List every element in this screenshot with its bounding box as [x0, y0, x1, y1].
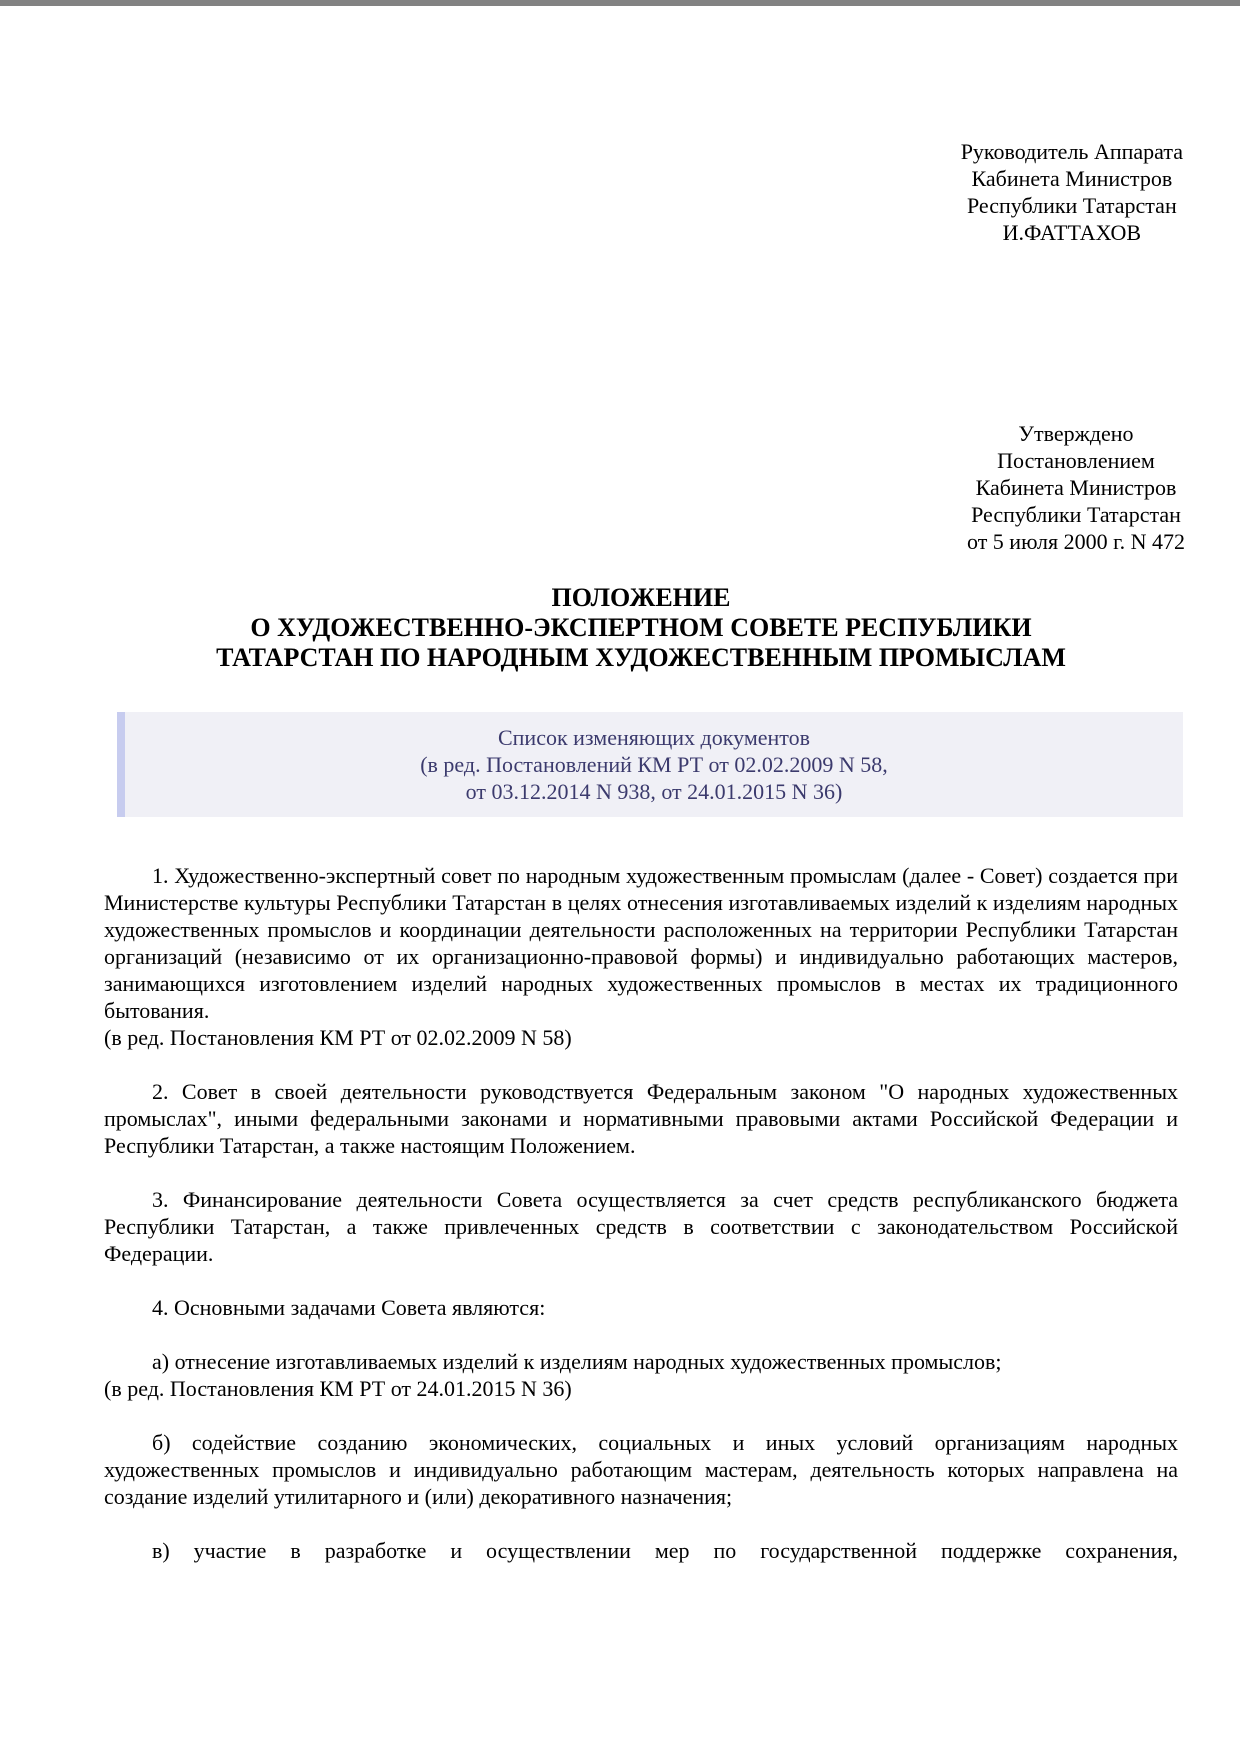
paragraph-2: 2. Совет в своей деятельности руководствуется Федеральным законом "О народных художественных промыслах", иными федеральными законами и нормативными правовыми актами Российской Федерации и Республики Татарстан, а также настоящим Положением. [104, 1079, 1178, 1158]
approval-line-1: Утверждено [1018, 421, 1134, 446]
approval-block [967, 420, 1185, 555]
paragraph-4: 4. Основными задачами Совета являются: [152, 1295, 546, 1320]
page-top-border [0, 0, 1240, 6]
approval-line-4: Республики Татарстан [971, 502, 1181, 527]
paragraph-4b: б) содействие созданию экономических, социальных и иных условий организациям народных художественных промыслов и индивидуально работающим мастерам, деятельность которых направлена на создание изделий утилитарного и (или) декоративного назначения; [104, 1430, 1178, 1509]
edit-note-1: (в ред. Постановления КМ РТ от 02.02.2009 N 58) [104, 1025, 572, 1050]
signature-block [961, 138, 1183, 246]
amendments-box-line-2: (в ред. Постановлений КМ РТ от 02.02.2009 N 58, [420, 752, 888, 777]
title-line-2: О ХУДОЖЕСТВЕННО-ЭКСПЕРТНОМ СОВЕТЕ РЕСПУБЛИКИ [250, 613, 1032, 642]
paragraph-3: 3. Финансирование деятельности Совета осуществляется за счет средств республиканского бюджета Республики Татарстан, а также привлеченных средств в соответствии с законодательством Российской Федерации. [104, 1187, 1178, 1266]
document-title [104, 583, 1178, 673]
document-body [104, 835, 1178, 1564]
amendments-box [117, 712, 1183, 817]
signature-line-1: Руководитель Аппарата [960, 139, 1183, 164]
paragraph-4c: в) участие в разработке и осуществлении мер по государственной поддержке сохранения, [152, 1538, 1178, 1563]
edit-note-2: (в ред. Постановления КМ РТ от 24.01.2015 N 36) [104, 1376, 572, 1401]
paragraph-4a: а) отнесение изготавливаемых изделий к изделиям народных художественных промыслов; [152, 1349, 1002, 1374]
signature-name: И.ФАТТАХОВ [1002, 220, 1142, 245]
title-line-1: ПОЛОЖЕНИЕ [551, 583, 731, 612]
approval-date-number: от 5 июля 2000 г. N 472 [966, 529, 1185, 554]
amendments-box-line-3: от 03.12.2014 N 938, от 24.01.2015 N 36) [465, 779, 843, 804]
signature-line-2: Кабинета Министров [971, 166, 1173, 191]
paragraph-1: 1. Художественно-экспертный совет по народным художественным промыслам (далее - Совет) создается при Министерстве культуры Республики Татарстан в целях отнесения изготавливаемых изделий к изделиям народных художественных промыслов и координации деятельности расположенных на территории Республики Татарстан организаций (независимо от их организационно-правовой формы) и индивидуально работающих мастеров, занимающихся изготовлением изделий народных художественных промыслов в местах их традиционного бытования. [104, 863, 1178, 1023]
approval-line-3: Кабинета Министров [975, 475, 1177, 500]
approval-line-2: Постановлением [997, 448, 1155, 473]
amendments-box-title: Список изменяющих документов [497, 725, 810, 750]
signature-line-3: Республики Татарстан [966, 193, 1177, 218]
title-line-3: ТАТАРСТАН ПО НАРОДНЫМ ХУДОЖЕСТВЕННЫМ ПРОМЫСЛАМ [216, 643, 1066, 672]
